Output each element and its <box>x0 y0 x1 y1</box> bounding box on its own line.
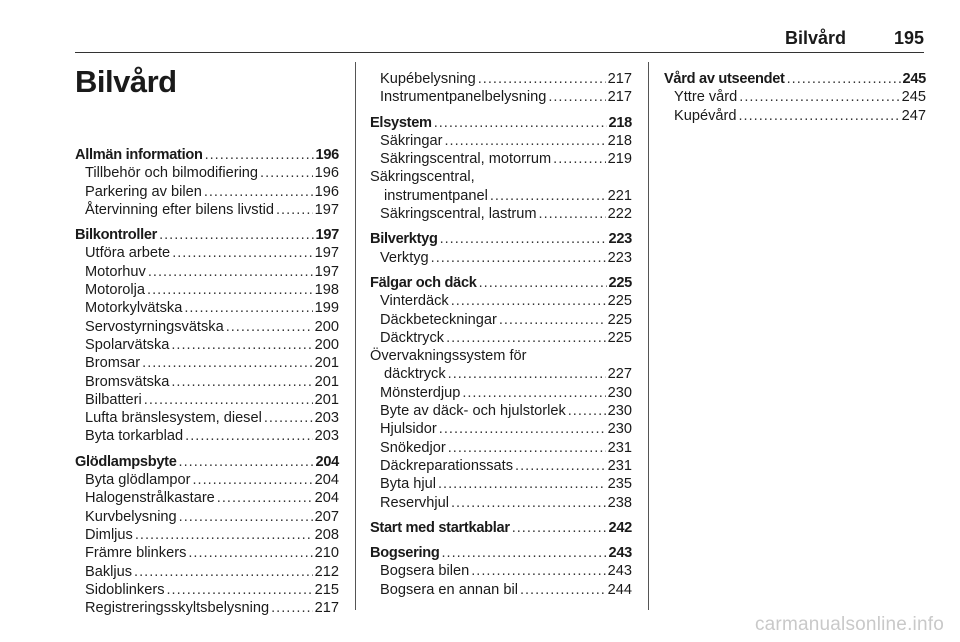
toc-entry[interactable] <box>370 168 632 186</box>
dot-leader <box>471 562 605 580</box>
toc-entry-label: Bogsera en annan bil <box>380 581 518 598</box>
dot-leader <box>205 146 314 164</box>
dot-leader <box>446 329 606 347</box>
dot-leader <box>512 519 607 537</box>
toc-entry-page: 217 <box>314 600 339 617</box>
dot-leader <box>271 599 313 617</box>
dot-leader <box>184 299 312 317</box>
toc-entry[interactable] <box>370 329 632 347</box>
toc-entry-page: 217 <box>607 89 632 106</box>
dot-leader <box>568 402 606 420</box>
toc-entry[interactable] <box>75 508 339 526</box>
toc-entry-page: 218 <box>607 132 632 149</box>
toc-entry[interactable] <box>370 475 632 493</box>
toc-entry-page: 218 <box>608 114 632 131</box>
toc-entry-page: 245 <box>901 89 926 106</box>
toc-entry[interactable] <box>75 183 339 201</box>
toc-entry[interactable] <box>370 70 632 88</box>
toc-entry[interactable] <box>75 526 339 544</box>
toc-entry-page: 200 <box>314 336 339 353</box>
toc-entry[interactable] <box>75 373 339 391</box>
toc-column-2 <box>370 70 632 599</box>
dot-leader <box>444 132 605 150</box>
toc-entry-label: instrumentpanel <box>384 187 488 204</box>
toc-entry-label: Motorhuv <box>85 263 146 280</box>
chapter-title: Bilvård <box>75 64 177 99</box>
toc-entry-label: Utföra arbete <box>85 245 171 262</box>
toc-entry-label: Motorkylvätska <box>85 300 183 317</box>
toc-entry-page: 247 <box>901 107 926 124</box>
toc-entry-label: Bakljus <box>85 563 133 580</box>
toc-entry-page: 230 <box>607 421 632 438</box>
toc-entry[interactable] <box>370 205 632 223</box>
toc-entry-label: Hjulsidor <box>380 421 437 438</box>
toc-entry-label: Motorolja <box>85 282 146 299</box>
toc-entry-label: Däcktryck <box>380 329 445 346</box>
toc-entry-label: Dimljus <box>85 526 133 543</box>
toc-entry[interactable] <box>370 311 632 329</box>
toc-entry-page: 230 <box>607 403 632 420</box>
toc-entry-page: 204 <box>315 453 339 470</box>
toc-entry-page: 197 <box>314 201 339 218</box>
dot-leader <box>226 318 313 336</box>
dot-leader <box>159 226 313 244</box>
toc-entry-label: Bilbatteri <box>85 391 142 408</box>
toc-entry-page: 223 <box>608 231 632 248</box>
toc-entry[interactable] <box>370 494 632 512</box>
toc-entry-label: Spolarvätska <box>85 336 170 353</box>
toc-entry-label: Byta torkarblad <box>85 428 184 445</box>
dot-leader <box>479 274 607 292</box>
toc-section-entry[interactable] <box>370 544 632 562</box>
toc-entry[interactable] <box>664 88 926 106</box>
dot-leader <box>264 409 313 427</box>
toc-entry[interactable] <box>75 581 339 599</box>
toc-entry-label: Kurvbelysning <box>85 508 177 525</box>
toc-entry-page: 223 <box>607 249 632 266</box>
toc-column-1 <box>75 146 339 617</box>
toc-section-entry[interactable] <box>370 114 632 132</box>
toc-entry-label: Halogenstrålkastare <box>85 490 215 507</box>
toc-entry-label: Övervakningssystem för <box>370 348 527 365</box>
toc-entry-label: Elsystem <box>370 114 432 131</box>
toc-entry-label: Allmän information <box>75 147 203 163</box>
dot-leader <box>451 292 606 310</box>
toc-section-entry[interactable] <box>664 70 926 88</box>
toc-entry-label: Fälgar och däck <box>370 274 477 291</box>
toc-entry-page: 243 <box>608 545 632 562</box>
dot-leader <box>478 70 606 88</box>
toc-entry-label: Vinterdäck <box>380 293 449 310</box>
toc-entry-page: 219 <box>607 151 632 168</box>
toc-entry[interactable] <box>75 427 339 445</box>
dot-leader <box>260 164 313 182</box>
page-number: 195 <box>893 28 924 48</box>
toc-section-entry[interactable] <box>75 146 339 164</box>
toc-entry[interactable] <box>75 599 339 617</box>
toc-entry[interactable] <box>370 384 632 402</box>
dot-leader <box>739 88 899 106</box>
toc-entry-label: Kupévård <box>674 107 737 124</box>
dot-leader <box>539 205 606 223</box>
dot-leader <box>462 384 605 402</box>
dot-leader <box>142 354 313 372</box>
toc-entry-label: Bogsera bilen <box>380 563 470 580</box>
toc-entry-page: 235 <box>607 476 632 493</box>
dot-leader <box>787 70 901 88</box>
toc-entry[interactable] <box>370 562 632 580</box>
toc-entry[interactable] <box>370 88 632 106</box>
dot-leader <box>440 230 607 248</box>
toc-entry-label: Verktyg <box>380 249 429 266</box>
dot-leader <box>217 489 313 507</box>
toc-entry-label: Byta hjul <box>380 476 436 493</box>
toc-section-entry[interactable] <box>75 226 339 244</box>
dot-leader <box>553 150 606 168</box>
toc-entry-page: 225 <box>608 274 632 291</box>
toc-entry[interactable] <box>75 354 339 372</box>
toc-entry-page: 203 <box>314 410 339 427</box>
toc-entry-label: Bilverktyg <box>370 231 438 248</box>
dot-leader <box>185 427 312 445</box>
toc-entry[interactable] <box>75 244 339 262</box>
toc-entry-label: Bogsering <box>370 545 440 562</box>
dot-leader <box>144 391 313 409</box>
dot-leader <box>515 457 606 475</box>
running-head-section: Bilvård <box>784 28 846 48</box>
dot-leader <box>172 244 312 262</box>
toc-entry-label: Säkringscentral, lastrum <box>380 206 537 223</box>
toc-entry-label: Mönsterdjup <box>380 384 461 401</box>
toc-entry-label: Kupébelysning <box>380 71 476 87</box>
dot-leader <box>192 471 312 489</box>
toc-entry-page: 196 <box>315 147 339 163</box>
dot-leader <box>451 494 606 512</box>
toc-entry[interactable] <box>75 281 339 299</box>
dot-leader <box>179 453 314 471</box>
toc-entry[interactable] <box>75 336 339 354</box>
toc-entry[interactable] <box>370 132 632 150</box>
toc-section-entry[interactable] <box>370 274 632 292</box>
toc-entry-label: Däckreparationssats <box>380 457 514 474</box>
toc-entry-page: 244 <box>607 581 632 598</box>
toc-entry-page: 207 <box>314 508 339 525</box>
toc-entry-label: Däckbeteckningar <box>380 311 497 328</box>
toc-entry-label: Byta glödlampor <box>85 472 191 489</box>
dot-leader <box>188 544 312 562</box>
toc-entry-label: Yttre vård <box>674 89 738 106</box>
running-head <box>75 28 924 53</box>
toc-entry-label: Lufta bränslesystem, diesel <box>85 410 262 427</box>
dot-leader <box>431 249 606 267</box>
toc-section-entry[interactable] <box>370 230 632 248</box>
toc-entry-page: 217 <box>607 71 632 87</box>
toc-entry-label: Registreringsskyltsbelysning <box>85 600 270 617</box>
toc-entry[interactable] <box>370 402 632 420</box>
dot-leader <box>171 373 312 391</box>
toc-entry-page: 201 <box>314 391 339 408</box>
toc-entry-page: 210 <box>314 545 339 562</box>
toc-entry-page: 198 <box>314 282 339 299</box>
toc-entry-page: 204 <box>314 472 339 489</box>
toc-entry-page: 212 <box>314 563 339 580</box>
toc-entry-label: Reservhjul <box>380 494 449 511</box>
dot-leader <box>438 475 606 493</box>
toc-entry-page: 242 <box>608 519 632 536</box>
toc-entry-page: 204 <box>314 490 339 507</box>
toc-entry[interactable] <box>75 471 339 489</box>
toc-entry[interactable] <box>75 201 339 219</box>
dot-leader <box>439 420 606 438</box>
toc-entry[interactable] <box>75 489 339 507</box>
dot-leader <box>171 336 312 354</box>
toc-entry-page: 231 <box>607 457 632 474</box>
toc-entry-page: 231 <box>607 439 632 456</box>
toc-entry-page: 225 <box>607 311 632 328</box>
toc-entry-label: Snökedjor <box>380 439 446 456</box>
toc-entry-label: Start med startkablar <box>370 519 510 536</box>
toc-entry-label: Byte av däck- och hjulstorlek <box>380 403 566 420</box>
toc-entry[interactable] <box>370 439 632 457</box>
dot-leader <box>448 439 606 457</box>
toc-section-entry[interactable] <box>370 519 632 537</box>
toc-entry-label: Bromsvätska <box>85 373 170 390</box>
toc-entry[interactable] <box>664 107 926 125</box>
toc-entry[interactable] <box>75 318 339 336</box>
toc-entry[interactable] <box>75 563 339 581</box>
dot-leader <box>147 281 313 299</box>
toc-entry-label: Glödlampsbyte <box>75 453 177 470</box>
toc-entry-label: däcktryck <box>384 366 446 383</box>
toc-entry-label: Säkringar <box>380 132 443 149</box>
toc-entry-page: 200 <box>314 318 339 335</box>
dot-leader <box>204 183 313 201</box>
toc-entry-page: 201 <box>314 355 339 372</box>
toc-entry[interactable] <box>370 187 632 205</box>
toc-entry[interactable] <box>75 544 339 562</box>
toc-entry-label: Instrumentpanelbelysning <box>380 89 547 106</box>
toc-entry-label: Främre blinkers <box>85 545 187 562</box>
toc-entry-page: 203 <box>314 428 339 445</box>
toc-entry[interactable] <box>370 249 632 267</box>
toc-entry-label: Återvinning efter bilens livstid <box>85 201 274 218</box>
toc-entry-page: 221 <box>607 187 632 204</box>
toc-entry-page: 197 <box>315 227 339 244</box>
toc-entry[interactable] <box>370 365 632 383</box>
dot-leader <box>520 581 606 599</box>
toc-entry-page: 225 <box>607 329 632 346</box>
toc-entry-page: 227 <box>607 366 632 383</box>
toc-entry-label: Bilkontroller <box>75 227 158 244</box>
toc-entry-page: 196 <box>314 165 339 182</box>
column-divider <box>355 62 356 610</box>
toc-entry[interactable] <box>75 409 339 427</box>
toc-entry-page: 230 <box>607 384 632 401</box>
toc-entry-label: Servostyrningsvätska <box>85 318 224 335</box>
toc-entry[interactable] <box>75 164 339 182</box>
toc-entry[interactable] <box>75 299 339 317</box>
toc-entry-page: 197 <box>314 245 339 262</box>
dot-leader <box>167 581 313 599</box>
toc-entry-label: Bromsar <box>85 355 141 372</box>
dot-leader <box>135 526 313 544</box>
toc-entry[interactable] <box>370 420 632 438</box>
toc-entry-label: Parkering av bilen <box>85 183 202 200</box>
toc-entry[interactable] <box>370 292 632 310</box>
toc-entry-page: 201 <box>314 373 339 390</box>
dot-leader <box>490 187 606 205</box>
toc-entry-label: Säkringscentral, motorrum <box>380 151 552 168</box>
toc-entry-page: 238 <box>607 494 632 511</box>
toc-entry-page: 197 <box>314 263 339 280</box>
column-divider <box>648 62 649 610</box>
toc-entry[interactable] <box>370 150 632 168</box>
toc-entry-page: 196 <box>314 183 339 200</box>
toc-entry-page: 215 <box>314 581 339 598</box>
watermark: carmanualsonline.info <box>754 614 944 635</box>
toc-section-entry[interactable] <box>75 453 339 471</box>
dot-leader <box>441 544 606 562</box>
toc-entry-label: Vård av utseendet <box>664 71 785 87</box>
toc-entry-label: Sidoblinkers <box>85 581 165 598</box>
toc-entry-page: 199 <box>314 300 339 317</box>
toc-entry[interactable] <box>75 391 339 409</box>
toc-entry-page: 245 <box>902 71 926 87</box>
toc-entry[interactable] <box>75 263 339 281</box>
toc-entry-page: 225 <box>607 293 632 310</box>
dot-leader <box>738 107 899 125</box>
dot-leader <box>548 88 605 106</box>
dot-leader <box>134 563 313 581</box>
dot-leader <box>179 508 313 526</box>
dot-leader <box>448 365 606 383</box>
toc-entry[interactable] <box>370 581 632 599</box>
toc-entry-page: 222 <box>607 206 632 223</box>
toc-entry[interactable] <box>370 347 632 365</box>
toc-entry-label: Säkringscentral, <box>370 169 475 186</box>
toc-entry-label: Tillbehör och bilmodifiering <box>85 165 259 182</box>
toc-entry-page: 243 <box>607 563 632 580</box>
dot-leader <box>276 201 313 219</box>
dot-leader <box>499 311 606 329</box>
toc-column-3 <box>664 70 926 125</box>
dot-leader <box>434 114 607 132</box>
toc-entry[interactable] <box>370 457 632 475</box>
toc-entry-page: 208 <box>314 526 339 543</box>
dot-leader <box>148 263 313 281</box>
